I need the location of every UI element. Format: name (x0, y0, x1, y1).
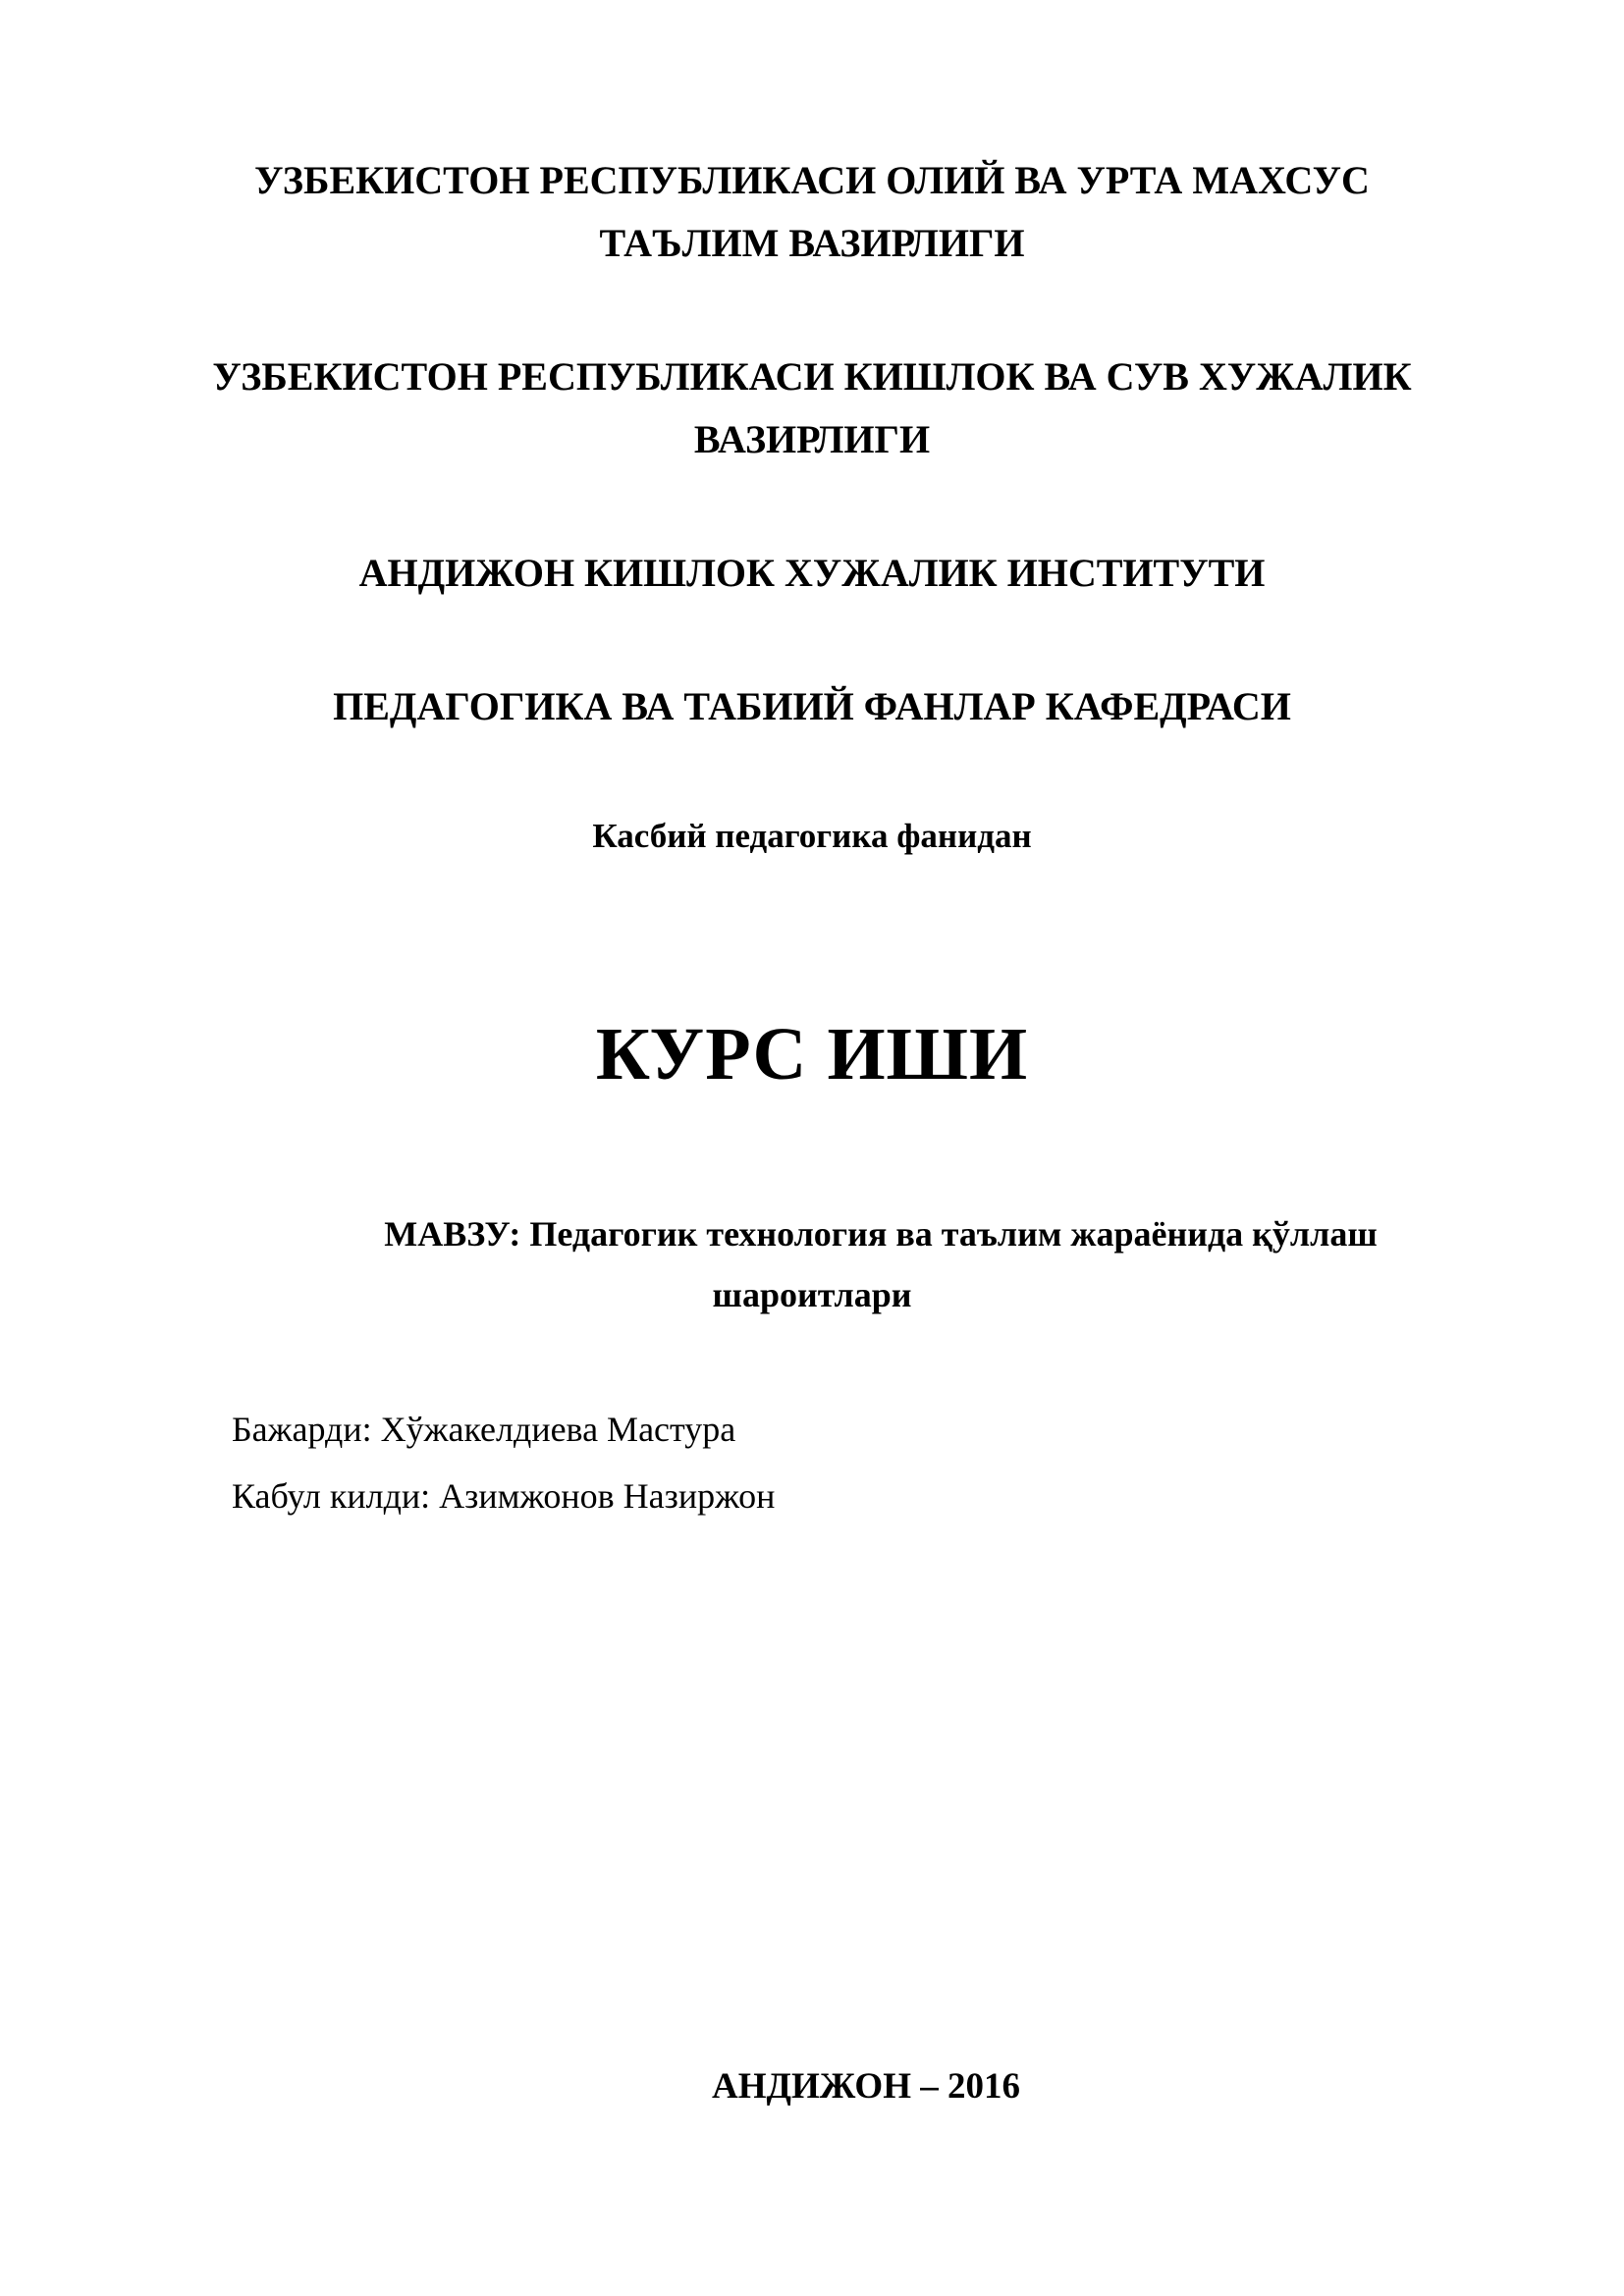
document-type-title (0, 1007, 1624, 1101)
ministry-agriculture-line-2: ВАЗИРЛИГИ (693, 417, 931, 461)
ministry-agriculture-heading (0, 346, 1624, 471)
ministry-agriculture-line-1: УЗБЕКИСТОН РЕСПУБЛИКАСИ КИШЛОК ВА СУВ ХУЖАЛИК (212, 354, 1412, 399)
department-name: ПЕДАГОГИКА ВА ТАБИИЙ ФАНЛАР КАФЕДРАСИ (333, 684, 1291, 728)
performed-by-line: Бажарди: Хўжакелдиева Мастура (232, 1410, 736, 1449)
institute-heading (0, 542, 1624, 605)
topic-block (0, 1203, 1624, 1325)
subject-line (0, 813, 1624, 860)
footer-city-year: АНДИЖОН – 2016 (712, 2066, 1020, 2107)
ministry-education-heading (0, 149, 1624, 275)
subject-name: Касбий педагогика фанидан (592, 817, 1032, 855)
department-heading (0, 675, 1624, 738)
document-type: КУРС ИШИ (595, 1013, 1029, 1095)
accepted-by-line: Кабул килди: Азимжонов Назиржон (232, 1476, 776, 1516)
topic-line-2: шароитлари (712, 1275, 912, 1314)
ministry-education-line-1: УЗБЕКИСТОН РЕСПУБЛИКАСИ ОЛИЙ ВА УРТА МАХСУС (254, 158, 1370, 202)
institute-name: АНДИЖОН КИШЛОК ХУЖАЛИК ИНСТИТУТИ (358, 551, 1266, 595)
ministry-education-line-2: ТАЪЛИМ ВАЗИРЛИГИ (599, 221, 1025, 265)
topic-line-1: МАВЗУ: Педагогик технология ва таълим жараёнида қўллаш (384, 1214, 1378, 1254)
